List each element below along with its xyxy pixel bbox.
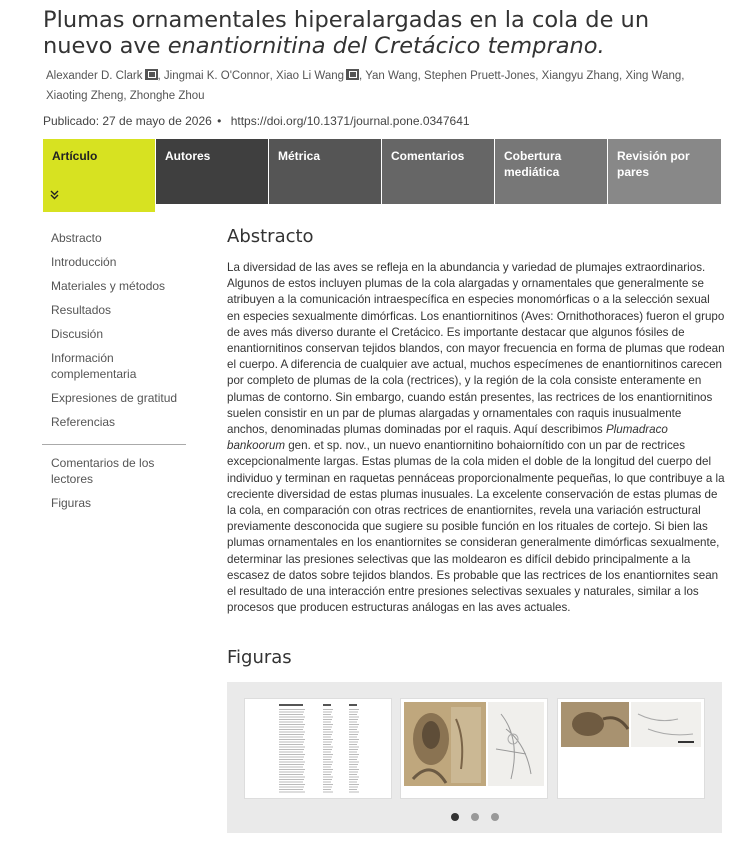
carousel-dot-1[interactable] bbox=[451, 813, 459, 821]
author-link[interactable]: Yan Wang bbox=[365, 70, 418, 82]
publication-info bbox=[43, 114, 470, 128]
tab-comentarios-label: Comentarios bbox=[391, 149, 465, 163]
tab-comentarios[interactable] bbox=[382, 139, 494, 204]
author-separator: , bbox=[619, 70, 626, 82]
nav-item-resultados[interactable]: Resultados bbox=[51, 303, 112, 317]
title-line-2-italic: enantiornitina del Cretácico temprano. bbox=[167, 33, 605, 59]
author-separator: , bbox=[359, 70, 366, 82]
author-link[interactable]: Alexander D. Clark bbox=[46, 70, 158, 82]
tab-autores-label: Autores bbox=[165, 149, 211, 163]
nav-item-materiales[interactable]: Materiales y métodos bbox=[51, 279, 166, 293]
tab-revision-por-pares[interactable] bbox=[608, 139, 721, 204]
figure-thumbnail-fossil-wide[interactable] bbox=[557, 698, 705, 799]
author-link[interactable]: Xiao Li Wang bbox=[276, 70, 359, 82]
figure-thumbnail-fossil[interactable] bbox=[400, 698, 548, 799]
tab-cobertura-label: Cobertura mediática bbox=[504, 149, 562, 179]
email-icon[interactable] bbox=[145, 69, 158, 80]
nav-item-discusion[interactable]: Discusión bbox=[51, 327, 104, 341]
tab-metrica-label: Métrica bbox=[278, 149, 321, 163]
author-separator: , bbox=[157, 70, 164, 82]
tab-autores[interactable] bbox=[156, 139, 268, 204]
author-separator: , bbox=[681, 70, 685, 82]
nav-item-abstracto[interactable]: Abstracto bbox=[51, 231, 102, 245]
author-link[interactable]: Xing Wang bbox=[625, 70, 682, 82]
author-link[interactable]: Stephen Pruett-Jones bbox=[424, 70, 536, 82]
carousel-dot-3[interactable] bbox=[491, 813, 499, 821]
author-separator: , bbox=[123, 90, 130, 102]
title-line-2: nuevo ave bbox=[43, 33, 168, 59]
author-link[interactable]: Zhonghe Zhou bbox=[129, 90, 205, 102]
author-link[interactable]: Xiaoting Zheng bbox=[46, 90, 124, 102]
carousel-pagination bbox=[227, 808, 722, 826]
chevron-down-icon bbox=[50, 189, 59, 205]
figures-carousel bbox=[227, 682, 722, 833]
author-list bbox=[46, 66, 736, 106]
section-nav bbox=[51, 230, 186, 519]
author-separator: , bbox=[417, 70, 425, 82]
carousel-dot-2[interactable] bbox=[471, 813, 479, 821]
tab-articulo-label: Artículo bbox=[52, 149, 98, 163]
tab-revision-label: Revisión por pares bbox=[617, 149, 690, 179]
abstract-heading: Abstracto bbox=[227, 226, 314, 247]
figure-thumbnail-table[interactable] bbox=[244, 698, 392, 799]
separator-dot: • bbox=[217, 114, 222, 128]
author-separator: , bbox=[535, 70, 542, 82]
abstract-text-part1: La diversidad de las aves se refleja en la abundancia y variedad de plumajes extraordinarios. Algunos de estos incluyen plumas de la cola alargadas y ornamentales que generalmente se atribuyen a la comunicación intraespecífica en especies monomórficas o a la selección sexual en especies sexualmente dimórficas. Los enantiornitinos (Aves: Ornithothoraces) fueron el grupo de aves más diverso durante el Cretácico. Es importante destacar que algunos fósiles de enantiornitinos conservan tejidos blandos, con mayor frecuencia en forma de plumas que rodean el cuerpo. A diferencia de cualquier ave actual, muchos especímenes de enantiornitinos carecen por completo de plumas de la cola (rectrices), y la región de la cola consiste enteramente en plumas de contorno. Sin embargo, cuando están presentes, las rectrices de los enantiornitinos suelen consistir en un par de plumas alargadas y ornamentales con raquis inusualmente anchos, denominadas plumas dominadas por el raquis. Aquí describimos bbox=[227, 261, 725, 437]
article-title bbox=[43, 7, 723, 59]
abstract-text-part2: gen. et sp. nov., un nuevo enantiornitino bohaiornítido con un par de rectrices excepcionalmente largas. Estas plumas de la cola miden el doble de la longitud del cuerpo del individuo y terminan en raquetas pennáceas proporcionalmente pequeñas, lo que contribuye a la creciente diversidad de estas plumas inusuales. La excelente conservación de estas plumas de la cola, en comparación con otras rectrices de enantiornites, revela una variación estructural previamente desconocida que sugiere su posible función en los rituales de cortejo. Si bien las plumas ornamentales en los enantiornites se consideran generalmente dimórficas sexualmente, determinar las presiones selectivas que las moldearon es difícil debido principalmente a la escasez de datos sobre tejidos blandos. Es probable que las rectrices de los enantiornites sean el resultado de una interacción entre presiones selectivas sexuales y naturales, similar a los procesos que producen estructuras análogas en las aves actuales. bbox=[227, 439, 725, 615]
tab-cobertura-mediatica[interactable] bbox=[495, 139, 607, 204]
abstract-section bbox=[227, 226, 725, 616]
article-tabs bbox=[43, 139, 721, 212]
nav-item-introduccion[interactable]: Introducción bbox=[51, 255, 117, 269]
author-separator: , bbox=[269, 70, 277, 82]
nav-item-informacion[interactable]: Información complementaria bbox=[51, 351, 137, 381]
doi-link[interactable]: https://doi.org/10.1371/journal.pone.0347641 bbox=[230, 114, 470, 128]
nav-item-expresiones[interactable]: Expresiones de gratitud bbox=[51, 391, 178, 405]
abstract-text bbox=[227, 260, 725, 616]
publication-date: Publicado: 27 de mayo de 2026 bbox=[43, 114, 212, 128]
author-link[interactable]: Jingmai K. O'Connor bbox=[163, 70, 270, 82]
tab-articulo[interactable] bbox=[43, 139, 155, 212]
figures-heading: Figuras bbox=[227, 647, 292, 668]
nav-divider bbox=[42, 444, 186, 445]
nav-item-comentarios-lectores[interactable]: Comentarios de los lectores bbox=[51, 456, 155, 486]
nav-item-referencias[interactable]: Referencias bbox=[51, 415, 116, 429]
email-icon[interactable] bbox=[346, 69, 359, 80]
tab-metrica[interactable] bbox=[269, 139, 381, 204]
nav-item-figuras[interactable]: Figuras bbox=[51, 496, 92, 510]
title-line-1: Plumas ornamentales hiperalargadas en la cola de un bbox=[43, 7, 650, 33]
species-name: Plumadraco bankoorum bbox=[227, 423, 668, 453]
author-link[interactable]: Xiangyu Zhang bbox=[541, 70, 620, 82]
